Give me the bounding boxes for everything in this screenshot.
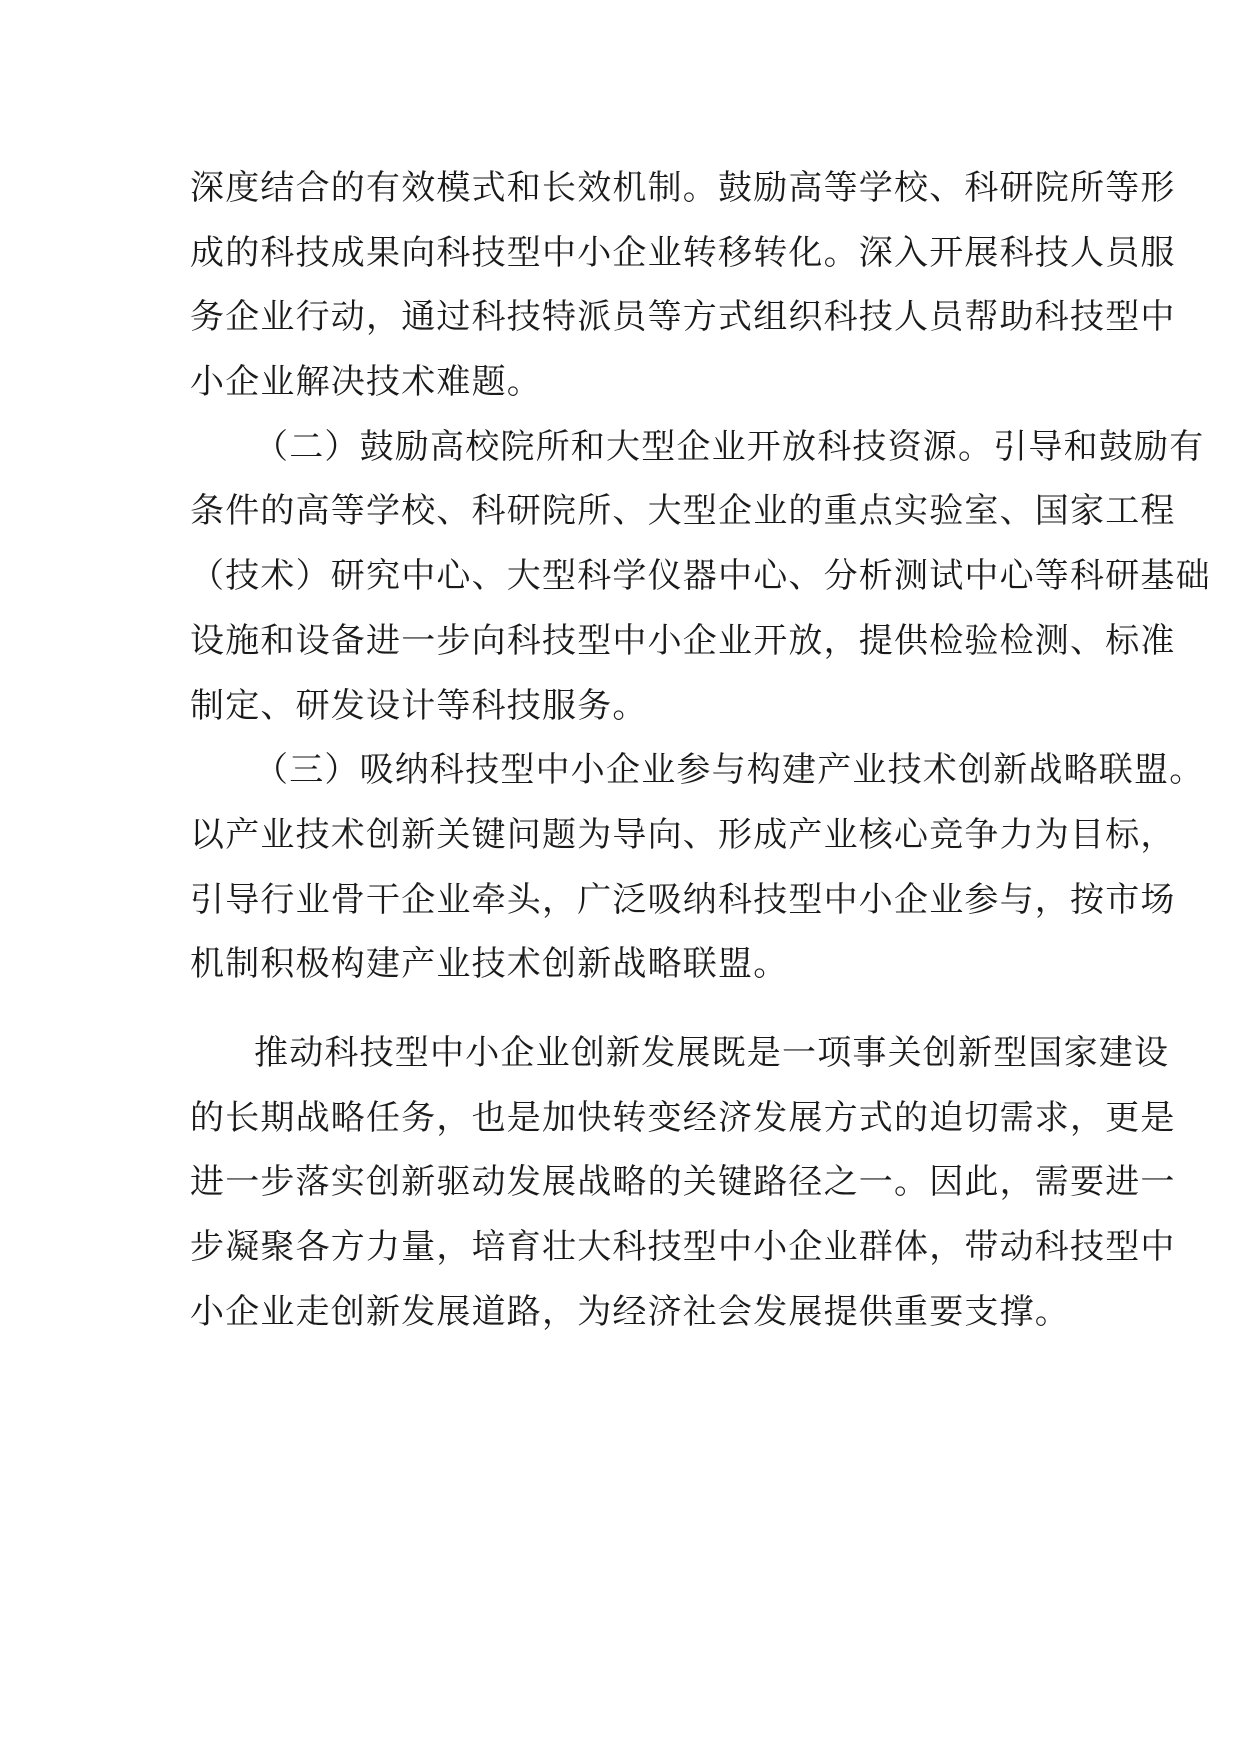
text-line: 推动科技型中小企业创新发展既是一项事关创新型国家建设 [254,1032,1170,1073]
paragraph-continuation [190,156,1176,415]
paragraph-item-2 [190,415,1211,738]
text-line: 引导行业骨干企业牵头，广泛吸纳科技型中小企业参与，按市场 [190,879,1176,920]
section-spacer [190,997,1060,1021]
text-line: 务企业行动，通过科技特派员等方式组织科技人员帮助科技型中 [190,297,1176,338]
paragraph-conclusion [190,1021,1176,1344]
text-line: 步凝聚各方力量，培育壮大科技型中小企业群体，带动科技型中 [190,1227,1176,1267]
text-line: 小企业解决技术难题。 [190,362,542,403]
text-line: （三）吸纳科技型中小企业参与构建产业技术创新战略联盟。 [254,750,1205,791]
text-line: 深度结合的有效模式和长效机制。鼓励高等学校、科研院所等形 [190,168,1176,208]
text-line: 机制积极构建产业技术创新战略联盟。 [190,944,789,985]
paragraph-item-3 [190,738,1205,997]
text-line: （技术）研究中心、大型科学仪器中心、分析测试中心等科研基础 [190,556,1211,597]
text-line: 条件的高等学校、科研院所、大型企业的重点实验室、国家工程 [190,491,1176,532]
text-line: 成的科技成果向科技型中小企业转移转化。深入开展科技人员服 [190,232,1176,273]
text-line: 的长期战略任务，也是加快转变经济发展方式的迫切需求，更是 [190,1097,1176,1138]
text-line: 进一步落实创新驱动发展战略的关键路径之一。因此，需要进一 [190,1162,1176,1203]
document-body [190,156,1211,1344]
text-line: 设施和设备进一步向科技型中小企业开放，提供检验检测、标准 [190,620,1176,661]
text-line: （二）鼓励高校院所和大型企业开放科技资源。引导和鼓励有 [254,426,1205,467]
text-line: 制定、研发设计等科技服务。 [190,685,648,726]
text-line: 以产业技术创新关键问题为导向、形成产业核心竞争力为目标， [190,814,1176,855]
text-line: 小企业走创新发展道路，为经济社会发展提供重要支撑。 [190,1291,1070,1332]
